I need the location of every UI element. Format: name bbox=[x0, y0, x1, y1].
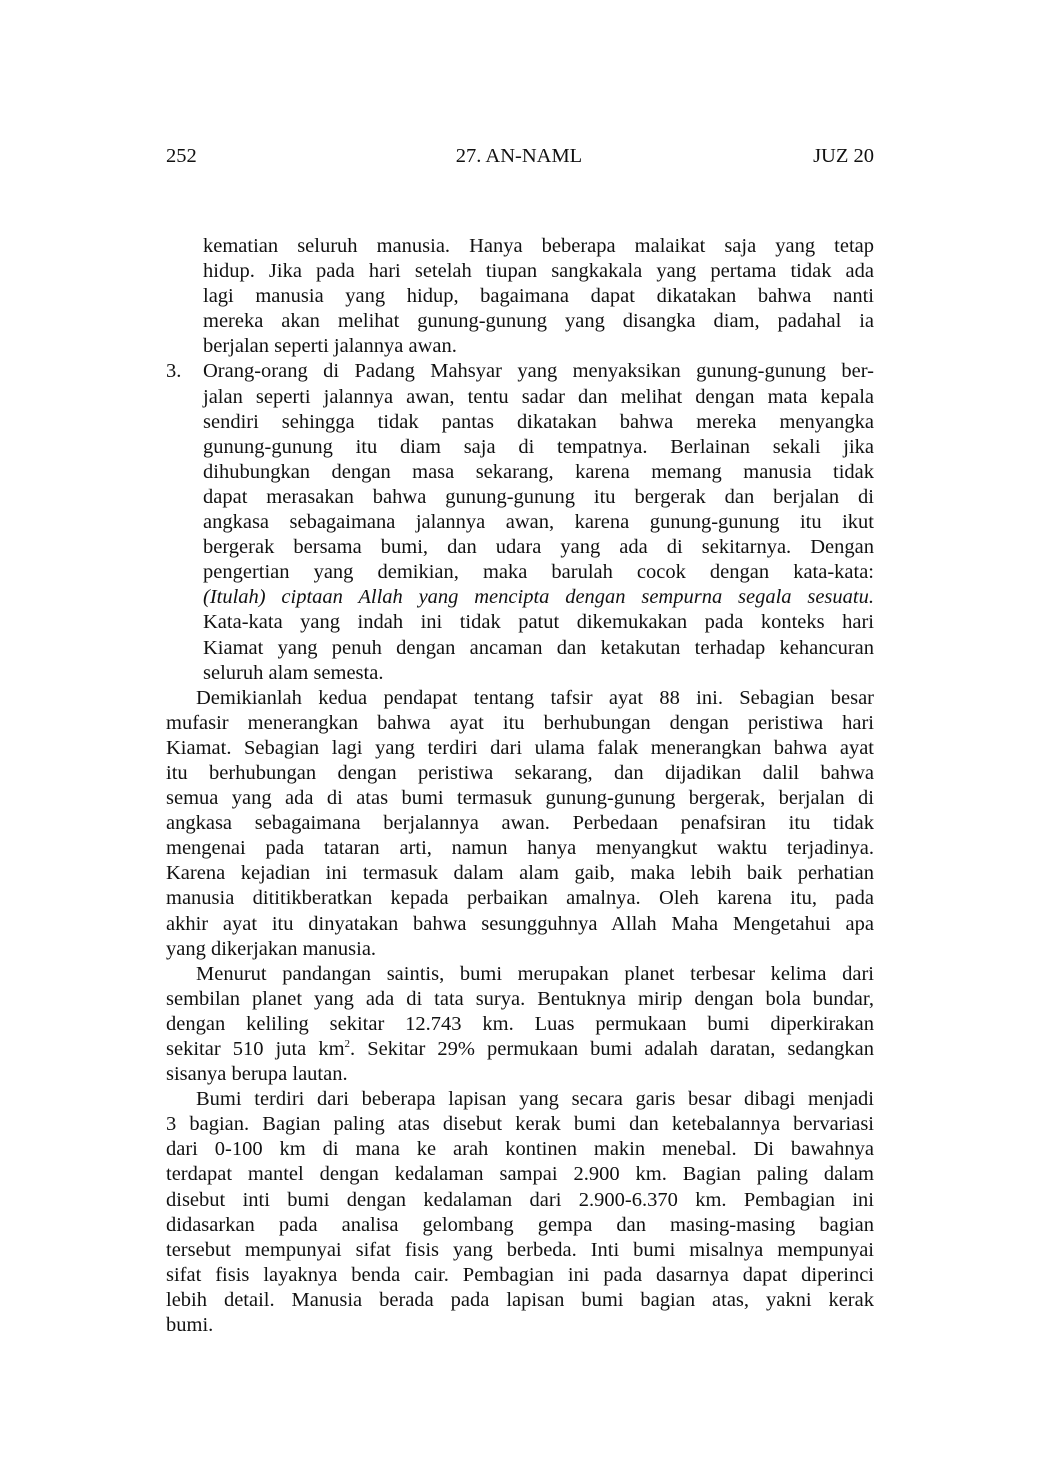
text-line: semua yang ada di atas bumi termasuk gunung-gunung bergerak, berjalan di bbox=[166, 787, 874, 810]
text-segment: sekitar 510 juta km bbox=[166, 1038, 345, 1060]
text-line: pengertian yang demikian, maka barulah cocok dengan kata-kata: bbox=[203, 561, 874, 584]
text-line: seluruh alam semesta. bbox=[203, 661, 384, 684]
text-line: Demikianlah kedua pendapat tentang tafsir ayat 88 ini. Sebagian besar bbox=[196, 686, 874, 709]
text-line: itu berhubungan dengan peristiwa sekarang, dan dijadikan dalil bahwa bbox=[166, 761, 874, 784]
text-line: bumi. bbox=[166, 1314, 214, 1337]
text-line: bergerak bersama bumi, dan udara yang ada di sekitarnya. Dengan bbox=[203, 536, 874, 559]
text-line: lagi manusia yang hidup, bagaimana dapat dikatakan bahwa nanti bbox=[203, 285, 874, 308]
paragraph-1 bbox=[166, 686, 874, 962]
page-body bbox=[166, 234, 874, 1338]
text-line: dapat merasakan bahwa gunung-gunung itu bergerak dan berjalan di bbox=[203, 485, 874, 508]
text-line: Kata-kata yang indah ini tidak patut dikemukakan pada konteks hari bbox=[203, 611, 874, 634]
text-line: didasarkan pada analisa gelombang gempa dan masing-masing bagian bbox=[166, 1213, 874, 1236]
text-line: lebih detail. Manusia berada pada lapisan bumi bagian atas, yakni kerak bbox=[166, 1288, 874, 1311]
text-line: akhir ayat itu dinyatakan bahwa sesungguhnya Allah Maha Mengetahui apa bbox=[166, 912, 874, 935]
page-number: 252 bbox=[166, 145, 197, 167]
text-line: sifat fisis layaknya benda cair. Pembagian ini pada dasarnya dapat diperinci bbox=[166, 1263, 874, 1286]
paragraph-2 bbox=[166, 962, 874, 1087]
text-line: sembilan planet yang ada di tata surya. Bentuknya mirip dengan bola bundar, bbox=[166, 987, 874, 1010]
list-number: 3. bbox=[166, 360, 182, 383]
text-line: Orang-orang di Padang Mahsyar yang menyaksikan gunung-gunung ber- bbox=[203, 360, 874, 383]
text-line: angkasa sebagaimana jalannya awan, karena gunung-gunung itu ikut bbox=[203, 511, 874, 534]
text-line: mengenai pada tataran arti, namun hanya menyangkut waktu terjadinya. bbox=[166, 837, 874, 860]
text-line: sisanya berupa lautan. bbox=[166, 1063, 348, 1086]
paragraph-3 bbox=[166, 1087, 874, 1338]
text-line: tersebut mempunyai sifat fisis yang berbeda. Inti bumi misalnya mempunyai bbox=[166, 1238, 874, 1261]
text-line: Karena kejadian ini termasuk dalam alam gaib, maka lebih baik perhatian bbox=[166, 862, 874, 885]
text-segment: . Sekitar 29% permukaan bumi adalah daratan, sedangkan bbox=[350, 1038, 874, 1060]
text-line: Kiamat yang penuh dengan ancaman dan ketakutan terhadap kehancuran bbox=[203, 636, 874, 659]
text-line bbox=[166, 1037, 874, 1062]
text-line: Menurut pandangan saintis, bumi merupakan planet terbesar kelima dari bbox=[196, 962, 874, 985]
text-line: terdapat mantel dengan kedalaman sampai 2.900 km. Bagian paling dalam bbox=[166, 1163, 874, 1186]
text-line: disebut inti bumi dengan kedalaman dari 2.900-6.370 km. Pembagian ini bbox=[166, 1188, 874, 1211]
text-line: 3 bagian. Bagian paling atas disebut kerak bumi dan ketebalannya bervariasi bbox=[166, 1113, 874, 1136]
text-line: yang dikerjakan manusia. bbox=[166, 937, 377, 960]
text-line: dengan keliling sekitar 12.743 km. Luas permukaan bumi diperkirakan bbox=[166, 1012, 874, 1035]
text-line: Kiamat. Sebagian lagi yang terdiri dari ulama falak menerangkan bahwa ayat bbox=[166, 736, 874, 759]
text-line: dihubungkan dengan masa sekarang, karena memang manusia tidak bbox=[203, 460, 874, 483]
text-line: berjalan seperti jalannya awan. bbox=[203, 335, 457, 358]
text-line: angkasa sebagaimana berjalannya awan. Perbedaan penafsiran itu tidak bbox=[166, 812, 874, 835]
text-line: jalan seperti jalannya awan, tentu sadar dan melihat dengan mata kepala bbox=[203, 385, 874, 408]
text-line: gunung-gunung itu diam saja di tempatnya. Berlainan sekali jika bbox=[203, 435, 874, 458]
text-line: manusia dititikberatkan kepada perbaikan amalnya. Oleh karena itu, pada bbox=[166, 887, 874, 910]
text-line: mufasir menerangkan bahwa ayat itu berhubungan dengan peristiwa hari bbox=[166, 711, 874, 734]
text-line: mereka akan melihat gunung-gunung yang disangka diam, padahal ia bbox=[203, 310, 874, 333]
text-line: hidup. Jika pada hari setelah tiupan sangkakala yang pertama tidak ada bbox=[203, 260, 874, 283]
text-line: kematian seluruh manusia. Hanya beberapa malaikat saja yang tetap bbox=[203, 235, 874, 257]
list-item-3 bbox=[166, 359, 874, 685]
text-line: sendiri sehingga tidak pantas dikatakan bahwa mereka menyangka bbox=[203, 410, 874, 433]
juz-label: JUZ 20 bbox=[813, 145, 874, 167]
text-line: (Itulah) ciptaan Allah yang mencipta dengan sempurna segala sesuatu. bbox=[203, 586, 874, 609]
superscript: 2 bbox=[344, 1038, 351, 1051]
text-line: dari 0-100 km di mana ke arah kontinen makin menebal. Di bawahnya bbox=[166, 1138, 874, 1161]
chapter-title: 27. AN-NAML bbox=[455, 145, 583, 167]
item-continuation bbox=[166, 234, 874, 359]
text-line: Bumi terdiri dari beberapa lapisan yang secara garis besar dibagi menjadi bbox=[196, 1088, 874, 1111]
